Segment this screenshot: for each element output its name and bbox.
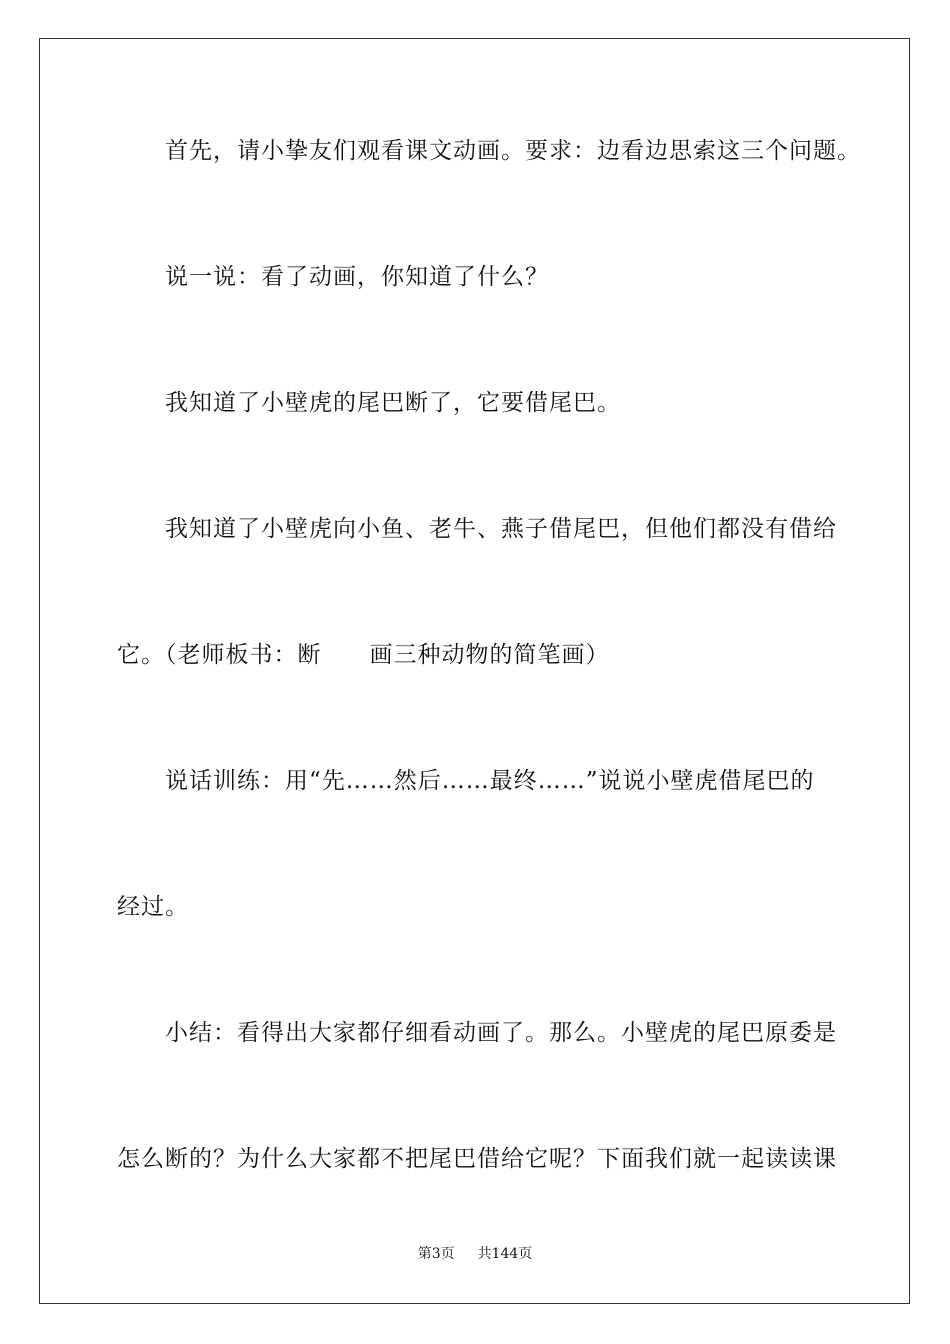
text-line: 怎么断的？为什么大家都不把尾巴借给它呢？下面我们就一起读读课: [117, 1146, 837, 1172]
page-border: [39, 38, 910, 1304]
page-footer: [0, 1244, 950, 1264]
text-line: 我知道了小壁虎向小鱼、老牛、燕子借尾巴，但他们都没有借给: [165, 516, 837, 542]
text-line: 首先，请小挚友们观看课文动画。要求：边看边思索这三个问题。: [165, 138, 861, 164]
page-total: 共144页: [477, 1246, 533, 1262]
text-line: 说一说：看了动画，你知道了什么？: [165, 264, 549, 290]
text-line: 经过。: [117, 894, 189, 920]
text-line: 它。（老师板书：断 画三种动物的简笔画）: [117, 642, 610, 668]
text-line: 小结：看得出大家都仔细看动画了。那么。小壁虎的尾巴原委是: [165, 1020, 837, 1046]
text-line: 说话训练：用“先……然后……最终……”说说小壁虎借尾巴的: [165, 768, 815, 794]
page-number: 第3页: [417, 1246, 455, 1262]
text-line: 我知道了小壁虎的尾巴断了，它要借尾巴。: [165, 390, 621, 416]
